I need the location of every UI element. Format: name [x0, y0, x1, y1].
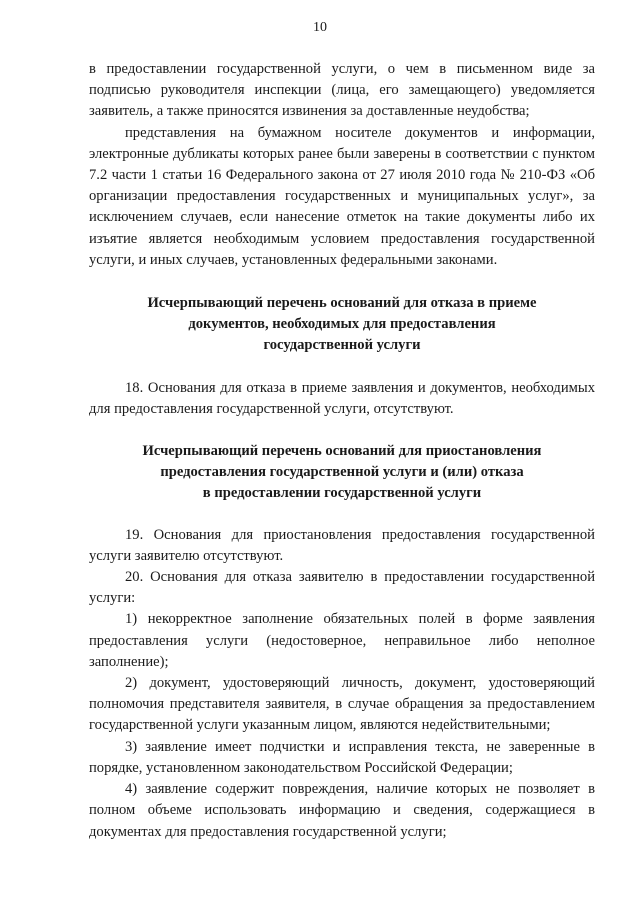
document-body — [89, 59, 595, 843]
paragraph-19: 19. Основания для приостановления предоставления государственной услуги заявителю отсутствуют. — [89, 526, 595, 564]
heading-line: документов, необходимых для предоставления — [188, 316, 496, 333]
paragraph: представления на бумажном носителе документов и информации, электронные дубликаты которых ранее были заверены в соответствии с пунктом 7.2 части 1 статьи 16 Федерального закона от 27 июля 2010 года № 210-ФЗ «Об организации предоставления государственных и муниципальных услуг», за исключением случаев, если нанесение отметок на такие документы либо их изъятие является необходимым условием предоставления государственной услуги, и иных случаев, установленных федеральными законами. — [89, 124, 595, 268]
list-item: 2) документ, удостоверяющий личность, документ, удостоверяющий полномочия представителя заявителя, в случае обращения за предоставлением государственной услуги указанным лицом, являются недействительными; — [89, 675, 595, 734]
heading-line: Исчерпывающий перечень оснований для приостановления — [142, 443, 542, 460]
heading-line: предоставления государственной услуги и (или) отказа — [160, 464, 524, 481]
heading-line: Исчерпывающий перечень оснований для отказа в приеме — [147, 295, 537, 312]
page-number: 10 — [313, 20, 327, 35]
paragraph-18: 18. Основания для отказа в приеме заявления и документов, необходимых для предоставления государственной услуги, отсутствуют. — [89, 379, 595, 417]
paragraph-20: 20. Основания для отказа заявителю в предоставлении государственной услуги: — [89, 569, 595, 607]
list-item: 4) заявление содержит повреждения, наличие которых не позволяет в полном объеме использовать информацию и сведения, содержащиеся в документах для предоставления государственной услуги; — [89, 781, 595, 840]
heading-line: государственной услуги — [263, 337, 421, 354]
section-heading — [89, 441, 595, 505]
heading-line: в предоставлении государственной услуги — [202, 485, 482, 502]
paragraph: в предоставлении государственной услуги, о чем в письменном виде за подписью руководителя инспекции (лица, его замещающего) уведомляется заявитель, а также приносятся извинения за доставленные неудобства; — [89, 61, 595, 120]
list-item: 3) заявление имеет подчистки и исправления текста, не заверенные в порядке, установленном законодательством Российской Федерации; — [89, 738, 595, 776]
list-item: 1) некорректное заполнение обязательных полей в форме заявления предоставления услуги (недостоверное, неправильное либо неполное заполнение); — [89, 611, 595, 670]
section-heading — [89, 293, 595, 357]
